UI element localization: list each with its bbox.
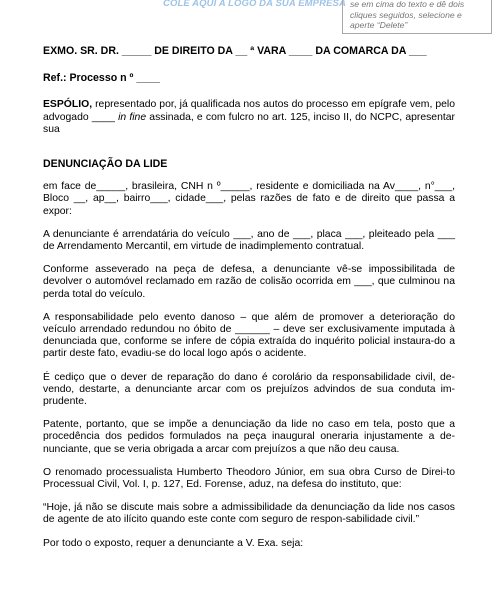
- document-body: [43, 45, 455, 550]
- logo-placeholder: COLE AQUI A LOGO DA SUA EMPRESA: [163, 0, 346, 9]
- paragraph-responsibility: A responsabilidade pelo evento danoso – que além de promover a deterioração do veículo arrendado redundou no óbito de ______ – deve ser exclusivamente imputada à denunciada que, conforme se infere de cópia extraída do inquérito policial instaura-do a partir deste fato, evadiu-se do local logo após o acidente.: [43, 311, 455, 360]
- intro-text-2: assinada, e com fulcro no art. 125, inciso II, do NCPC, apresentar sua: [43, 111, 455, 135]
- paragraph-citation-intro: O renomado processualista Humberto Theodoro Júnior, em sua obra Curso de Direi-to Processual Civil, Vol. I, p. 127, Ed. Forense, aduz, na defesa do instituto, que:: [43, 466, 455, 491]
- paragraph-defense: Conforme asseverado na peça de defesa, a denunciante vê-se impossibilitada de devolver o automóvel reclamado em razão de colisão ocorrida em ___, que culminou na perda total do veículo.: [43, 264, 455, 300]
- paragraph-duty: É cediço que o dever de reparação do dano é corolário da responsabilidade civil, de-vendo, destarte, a denunciante arcar com os prejuízos advindos de sua conduta im-prudente.: [43, 371, 455, 408]
- section-title: DENUNCIAÇÃO DA LIDE: [43, 158, 168, 171]
- intro-text-1: representado por, já qualificada nos autos do processo em epígrafe vem, pelo advogado ____: [43, 99, 455, 123]
- addressee-line: EXMO. SR. DR. _____ DE DIREITO DA __ ª VARA ____ DA COMARCA DA ___: [43, 45, 427, 57]
- instruction-tip-box: se em cima do texto e dê dois cliques seguidos, selecione e aperte “Delete”: [342, 0, 492, 34]
- paragraph-parties: em face de_____, brasileira, CNH n º_____, residente e domiciliada na Av____, n°___, Bloco __, ap__, bairro___, cidade___, pelas razões de fato e de direito que passa a expor:: [43, 181, 455, 217]
- party-name: ESPÓLIO,: [43, 99, 93, 111]
- citation-quote: “Hoje, já não se discute mais sobre a admissibilidade da denunciação da lide nos casos de agente de ato ilícito quando este conte com seguro de respon-sabilidade civil.”: [43, 502, 455, 526]
- in-fine-term: in fine: [118, 111, 147, 123]
- reference-line: Ref.: Processo n º ____: [43, 72, 160, 85]
- paragraph-request: Por todo o exposto, requer a denunciante a V. Exa. seja:: [43, 537, 304, 549]
- paragraph-vehicle: A denunciante é arrendatária do veículo ___, ano de ___, placa ___, pleiteado pela ___ de Arrendamento Mercantil, em virtude de inadimplemento contratual.: [43, 228, 455, 253]
- paragraph-patent: Patente, portanto, que se impõe a denunciação da lide no caso em tela, posto que a procedência dos pedidos formulados na peça inaugural oneraria injustamente a de-nunciante, que se veria obrigada a arcar com prejuízos a que não deu causa.: [43, 419, 455, 455]
- intro-paragraph: [43, 99, 455, 136]
